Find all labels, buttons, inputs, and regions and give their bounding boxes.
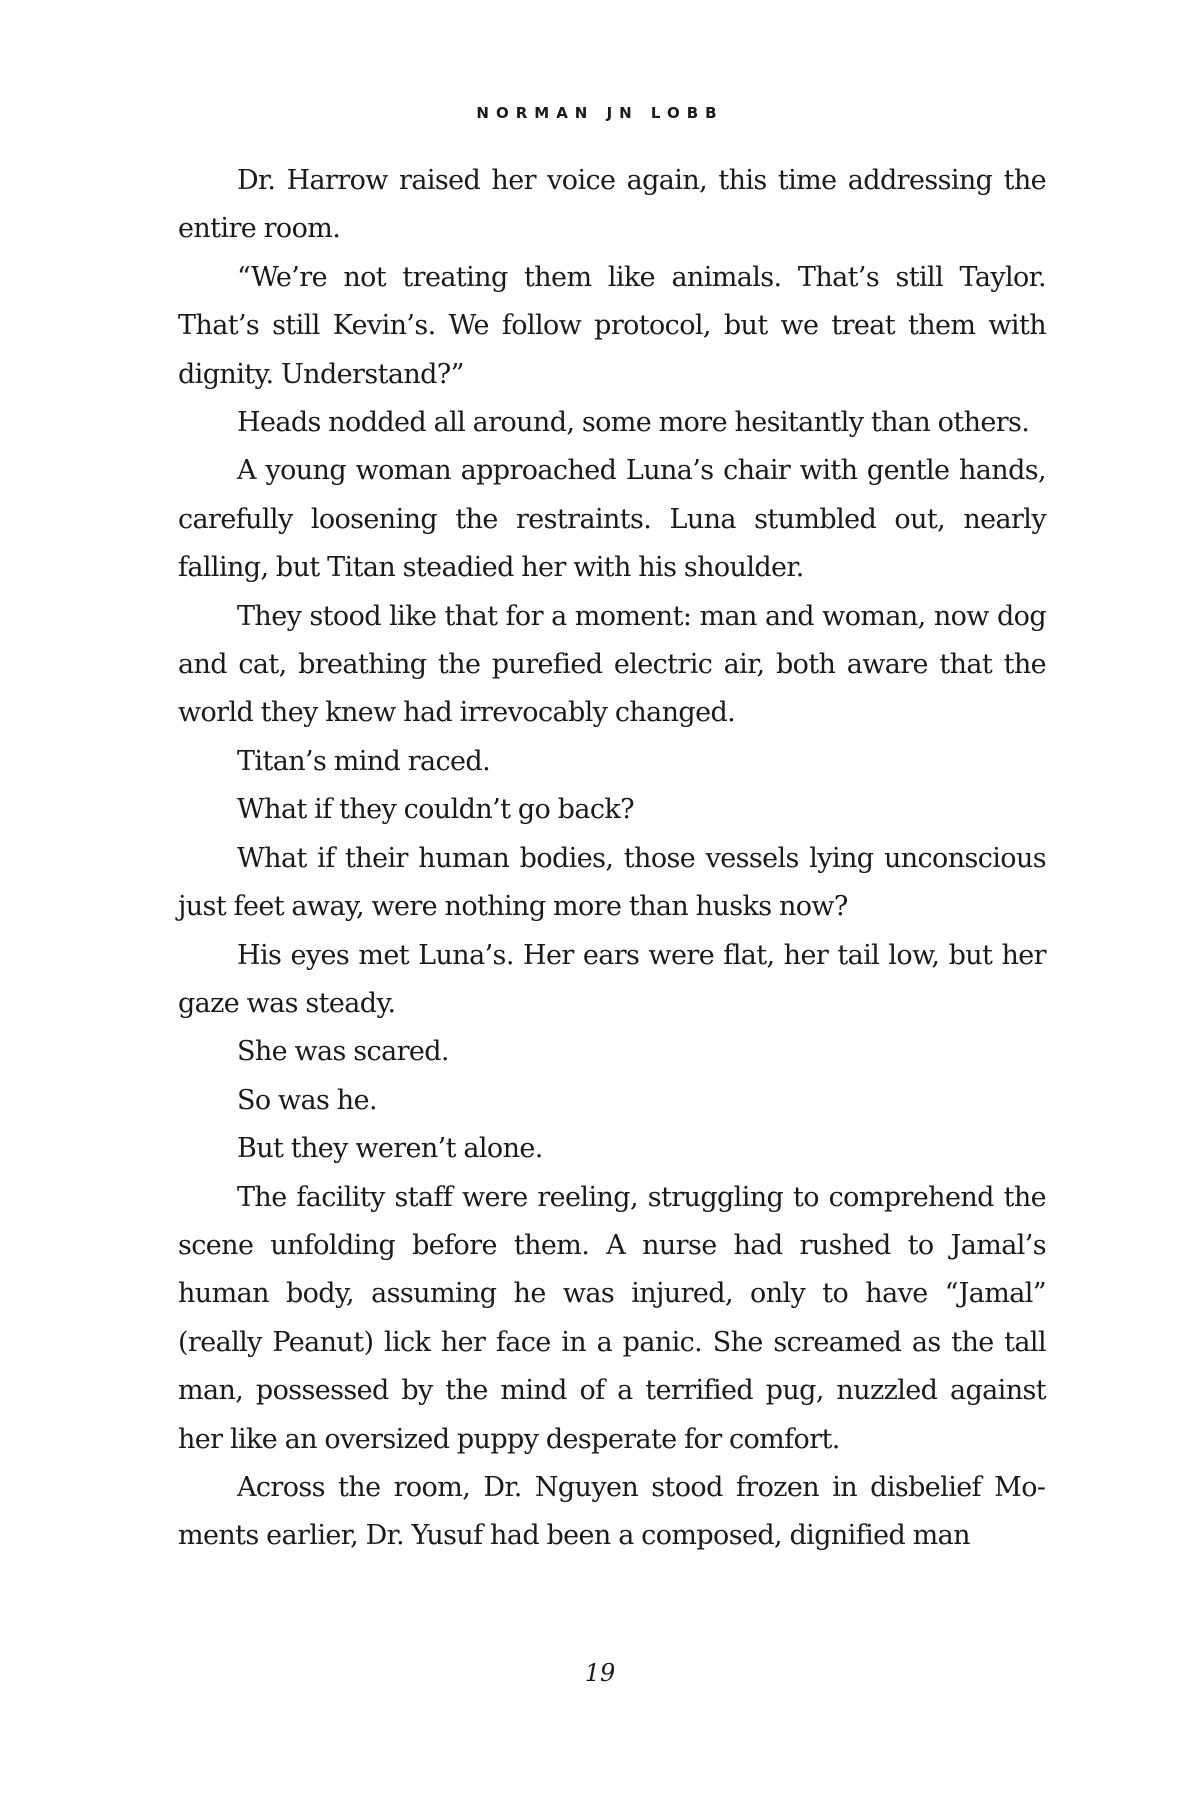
paragraph: Across the room, Dr. Nguyen stood frozen in disbelief Moments earlier, Dr. Yusuf had been a composed, dignified man xyxy=(178,1471,1046,1552)
paragraph: Titan’s mind raced. xyxy=(237,745,491,777)
paragraph: Heads nodded all around, some more hesitantly than others. xyxy=(237,407,1030,439)
page-number: 19 xyxy=(584,1659,616,1687)
paragraph: A young woman approached Luna’s chair with gentle hands, carefully loosening the restraints. Luna stumbled out, nearly falling, but Titan steadied her with his shoulder. xyxy=(178,455,1046,584)
paragraph: She was scared. xyxy=(237,1036,449,1068)
paragraph: What if they couldn’t go back? xyxy=(237,794,634,826)
paragraph: “We’re not treating them like animals. That’s still Taylor. That’s still Kevin’s. We follow protocol, but we treat them with dignity. Understand?” xyxy=(178,261,1046,390)
paragraph: The facility staff were reeling, struggling to comprehend the scene unfolding before them. A nurse had rushed to Jamal’s human body, assuming he was injured, only to have “Jamal” (really Peanut) lick her face in a panic. She screamed as the tall man, possessed by the mind of a terrified pug, nuzzled against her like an oversized puppy desperate for comfort. xyxy=(178,1181,1046,1455)
paragraph: Dr. Harrow raised her voice again, this time addressing the entire room. xyxy=(178,165,1046,245)
body-text xyxy=(178,157,1046,1561)
paragraph: His eyes met Luna’s. Her ears were flat, her tail low, but her gaze was steady. xyxy=(178,939,1046,1019)
paragraph: But they weren’t alone. xyxy=(237,1133,543,1165)
paragraph: So was he. xyxy=(237,1084,377,1116)
paragraph: What if their human bodies, those vessels lying unconscious just feet away, were nothing more than husks now? xyxy=(178,842,1046,923)
running-header: NORMAN JN LOBB xyxy=(476,104,724,122)
paragraph: They stood like that for a moment: man and woman, now dog and cat, breathing the purefied electric air, both aware that the world they knew had irrevocably changed. xyxy=(178,600,1046,729)
